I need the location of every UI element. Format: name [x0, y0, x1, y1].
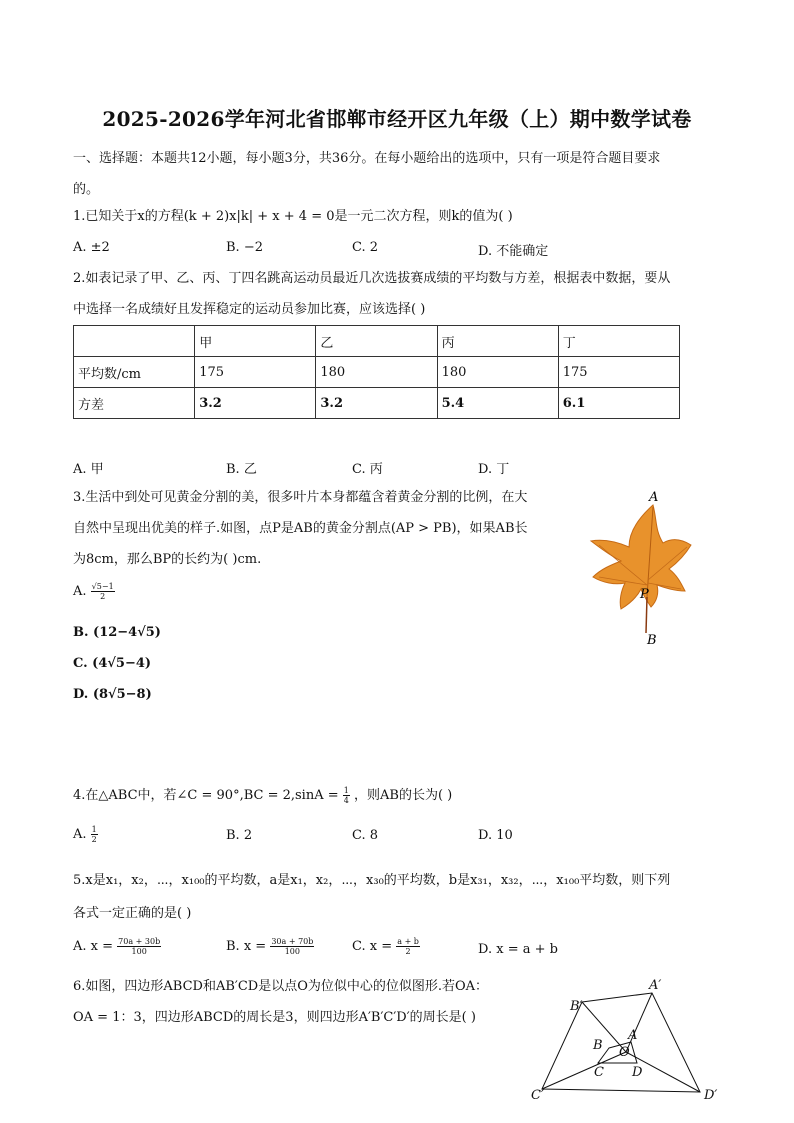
section-heading-line2: 的。 [73, 182, 100, 197]
page-title: 2025-2026学年河北省邯郸市经开区九年级（上）期中数学试卷 [102, 107, 692, 131]
table-cell: 3.2 [316, 388, 437, 419]
table-header-row [74, 326, 680, 357]
q4-fraction [343, 786, 350, 805]
fraction-denominator: 100 [131, 947, 147, 956]
question-3-line2: 自然中呈现出优美的样子.如图，点P是AB的黄金分割点(AP > PB)，如果AB长 [73, 521, 528, 536]
q3-option-a-prefix: A. [73, 584, 87, 599]
outer-quadrilateral [542, 993, 700, 1092]
q5-option-c [352, 937, 420, 956]
question-2-line1: 2.如表记录了甲、乙、丙、丁四名跳高运动员最近几次选拔赛成绩的平均数与方差，根据表中数据，要从 [73, 271, 671, 286]
q4-stem-post: ，则AB的长为( ) [354, 788, 453, 803]
q5-option-b-prefix: B. x = [226, 939, 267, 954]
table-cell: 180 [316, 357, 437, 388]
q2-option-a: A. 甲 [73, 462, 104, 477]
q4-option-a-prefix: A. [73, 827, 87, 842]
question-2-line2: 中选择一名成绩好且发挥稳定的运动员参加比赛，应该选择( ) [73, 302, 426, 317]
question-6-line1: 6.如图，四边形ABCD和AB′CD是以点O为位似中心的位似图形.若OA： [73, 979, 489, 994]
q5-option-c-prefix: C. x = [352, 939, 393, 954]
label-a: A [649, 490, 659, 505]
table-cell: 3.2 [195, 388, 316, 419]
q5-option-d: D. x = a + b [478, 942, 558, 957]
q4-option-a [73, 825, 98, 844]
q3-option-a-fraction [91, 582, 115, 601]
question-5-line2: 各式一定正确的是( ) [73, 906, 192, 921]
q1-option-c: C. 2 [352, 240, 379, 255]
table-cell [74, 326, 195, 357]
label-b-prime: B′ [570, 999, 583, 1014]
leaf-stem [646, 597, 647, 633]
label-d: D [632, 1065, 643, 1080]
q3-option-c: C. (4√5−4) [73, 656, 152, 671]
table-cell: 5.4 [437, 388, 558, 419]
q5-option-b [226, 937, 314, 956]
q5-option-a [73, 937, 161, 956]
label-b: B [647, 633, 657, 648]
label-d-prime: D′ [704, 1088, 718, 1103]
question-3-line3: 为8cm，那么BP的长约为( )cm. [73, 552, 262, 567]
q1-option-d: D. 不能确定 [478, 244, 549, 259]
q4-stem-pre: 4.在△ABC中，若∠C = 90°,BC = 2,sinA = [73, 788, 339, 803]
question-4-stem [73, 786, 452, 805]
table-row [74, 388, 680, 419]
fraction-numerator: 1 [91, 825, 97, 834]
table-cell: 175 [558, 357, 679, 388]
table-cell: 6.1 [558, 388, 679, 419]
q2-option-d: D. 丁 [478, 462, 510, 477]
q3-option-a [73, 582, 115, 601]
table-cell: 平均数/cm [74, 357, 195, 388]
inner-quadrilateral [598, 1042, 637, 1063]
question-3-line1: 3.生活中到处可见黄金分割的美，很多叶片本身都蕴含着黄金分割的比例，在大 [73, 490, 528, 505]
question-1-stem: 1.已知关于x的方程(k + 2)x|k| + x + 4 = 0是一元二次方程，则k的值为( ) [73, 209, 513, 224]
q4-option-d: D. 10 [478, 828, 513, 843]
fraction-denominator: 2 [91, 835, 97, 844]
q5-option-a-fraction [117, 937, 161, 956]
stats-table [73, 325, 680, 419]
fraction-numerator: 30a + 70b [271, 937, 314, 946]
q3-option-b: B. (12−4√5) [73, 625, 161, 640]
table-cell: 方差 [74, 388, 195, 419]
question-5-line1: 5.x是x₁，x₂，⋯，x₁₀₀的平均数，a是x₁，x₂，⋯，x₃₀的平均数，b是x₃₁，x₃₂，⋯，x₁₀₀平均数，则下列 [73, 873, 671, 888]
fraction-numerator: √5−1 [91, 582, 114, 591]
label-c: C [594, 1065, 604, 1080]
fraction-numerator: a + b [397, 937, 419, 946]
similar-quadrilaterals-figure [528, 975, 728, 1105]
q5-option-a-prefix: A. x = [73, 939, 114, 954]
label-o: O [619, 1045, 630, 1060]
q2-option-b: B. 乙 [226, 462, 257, 477]
fraction-numerator: 1 [343, 786, 349, 795]
fraction-denominator: 2 [100, 592, 106, 601]
ray-a [626, 993, 652, 1052]
label-c-prime: C′ [531, 1088, 544, 1103]
label-p: P [640, 587, 649, 602]
table-cell: 甲 [195, 326, 316, 357]
question-6-line2: OA = 1：3，四边形ABCD的周长是3，则四边形A′B′C′D′的周长是( ) [73, 1010, 476, 1025]
table-row [74, 357, 680, 388]
table-cell: 180 [437, 357, 558, 388]
fraction-denominator: 2 [405, 947, 411, 956]
q4-option-b: B. 2 [226, 828, 253, 843]
leaf-figure [585, 485, 700, 650]
fraction-numerator: 70a + 30b [118, 937, 161, 946]
table-cell: 丙 [437, 326, 558, 357]
q3-option-d: D. (8√5−8) [73, 687, 152, 702]
q4-option-a-fraction [91, 825, 98, 844]
fraction-denominator: 100 [284, 947, 300, 956]
q5-option-b-fraction [270, 937, 314, 956]
ray-c [542, 1052, 626, 1089]
q4-option-c: C. 8 [352, 828, 379, 843]
label-b: B [593, 1038, 603, 1053]
fraction-denominator: 4 [343, 796, 349, 805]
q5-option-c-fraction [396, 937, 420, 956]
label-a-prime: A′ [649, 978, 662, 993]
q1-option-b: B. −2 [226, 240, 263, 255]
q1-option-a: A. ±2 [73, 240, 110, 255]
label-a: A [628, 1028, 638, 1043]
table-cell: 丁 [558, 326, 679, 357]
q2-option-c: C. 丙 [352, 462, 383, 477]
table-cell: 乙 [316, 326, 437, 357]
table-cell: 175 [195, 357, 316, 388]
section-heading-line1: 一、选择题：本题共12小题，每小题3分，共36分。在每小题给出的选项中，只有一项是符合题目要求 [73, 151, 661, 166]
